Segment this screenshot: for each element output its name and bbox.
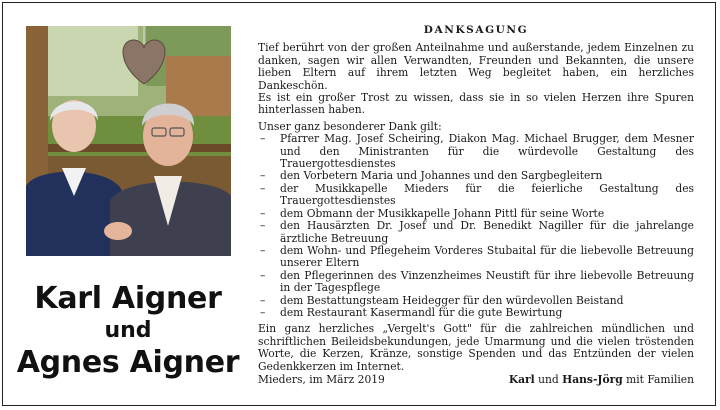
thanks-item: – dem Restaurant Kasermandl für die gute Bewirtung	[258, 307, 694, 319]
thanks-heading: Unser ganz besonderer Dank gilt:	[258, 119, 442, 133]
intro-paragraph-2: Es ist ein großer Trost zu wissen, dass sie in so vielen Herzen ihre Spuren hinterlassen haben.	[258, 91, 694, 117]
notice-footer	[258, 373, 694, 386]
thanks-item: – dem Bestattungsteam Heidegger für den würdevollen Beistand	[258, 295, 694, 307]
thanks-item: – den Vorbetern Maria und Johannes und den Sargbegleitern	[258, 170, 694, 182]
couple-photo	[26, 26, 231, 256]
names-connector: und	[104, 318, 152, 343]
thanks-item: – dem Wohn- und Pflegeheim Vorderes Stubaital für die liebevolle Betreuung unserer Eltern	[258, 245, 694, 270]
name-karl: Karl Aigner	[34, 281, 222, 316]
place-date: Mieders, im März 2019	[258, 373, 385, 386]
thanks-item: – den Hausärzten Dr. Josef und Dr. Benedikt Nagiller für die jahrelange ärztliche Betreuung	[258, 220, 694, 245]
closing-paragraph: Ein ganz herzliches „Vergelt's Gott" für die zahlreichen mündlichen und schriftlichen Beileidsbekundungen, jede Umarmung und die vielen tröstenden Worte, die Kerzen, Kränze, sonstige Spenden und das Entzünden der vielen Gedenkkerzen im Internet.	[258, 322, 694, 373]
name-agnes: Agnes Aigner	[16, 345, 240, 380]
thanks-item: – der Musikkapelle Mieders für die feierliche Gestaltung des Trauergottesdienstes	[258, 183, 694, 208]
deceased-names	[8, 282, 248, 380]
thanks-item: – den Pflegerinnen des Vinzenzheimes Neustift für ihre liebevolle Betreuung in der Tagespflege	[258, 270, 694, 295]
signature-suffix: mit Familien	[626, 373, 694, 386]
intro-paragraph-1: Tief berührt von der großen Anteilnahme und außerstande, jedem Einzelnen zu danken, sagen wir allen Verwandten, Freunden und Bekannten, die unsere lieben Eltern auf ihrem letzten Weg begleitet haben, ein herzliches Dankeschön.	[258, 41, 694, 92]
signature-und: und	[538, 373, 559, 386]
signature-name-1: Karl	[508, 373, 535, 386]
signature-name-2: Hans-Jörg	[562, 373, 623, 386]
thanks-item: – Pfarrer Mag. Josef Scheiring, Diakon Mag. Michael Brugger, dem Mesner und den Ministranten für die würdevolle Gestaltung des Trauergottesdienstes	[258, 133, 694, 170]
thanks-item: – dem Obmann der Musikkapelle Johann Pittl für seine Worte	[258, 208, 694, 220]
signature	[509, 373, 694, 386]
thanks-list	[258, 133, 694, 319]
notice-heading: DANKSAGUNG	[423, 24, 529, 36]
notice-text	[258, 24, 694, 373]
